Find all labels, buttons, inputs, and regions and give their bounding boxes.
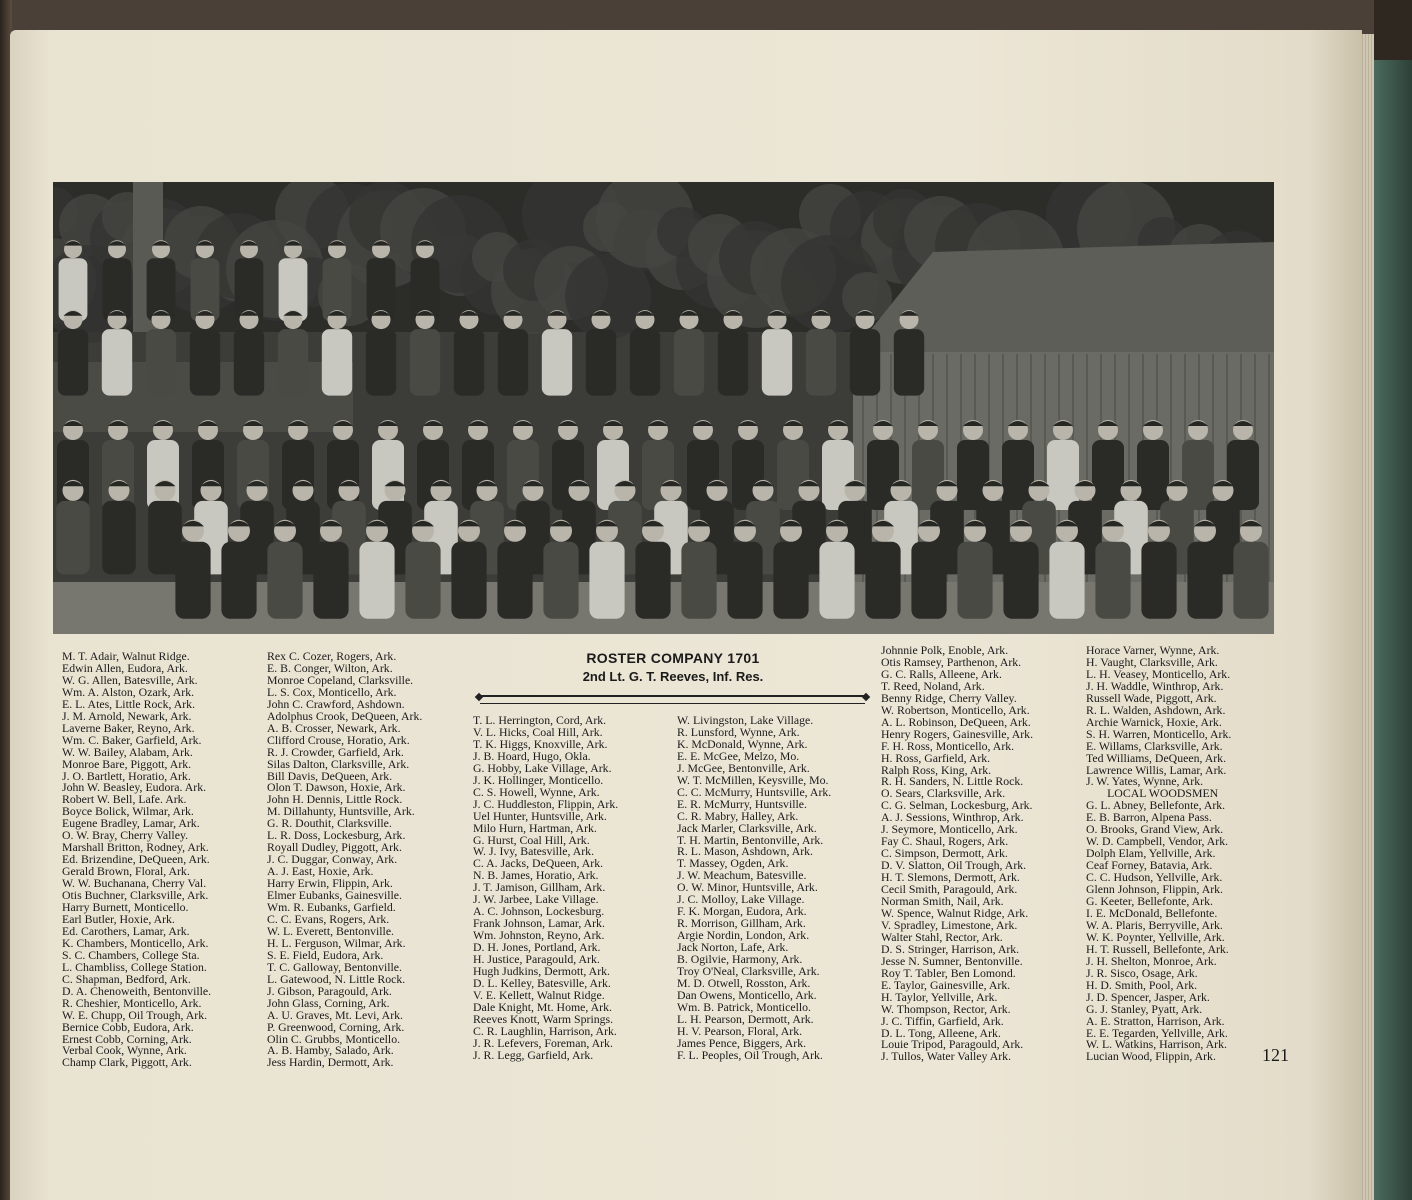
roster-entry: R. J. Crowder, Garfield, Ark. [267, 744, 404, 759]
roster-entry: Champ Clark, Piggott, Ark. [62, 1055, 192, 1070]
roster-entry: Glenn Johnson, Flippin, Ark. [1086, 882, 1223, 897]
roster-entry: T. K. Higgs, Knoxville, Ark. [473, 736, 608, 751]
roster-entry: G. L. Abney, Bellefonte, Ark. [1086, 798, 1226, 813]
roster-entry: Milo Hurn, Hartman, Ark. [473, 820, 597, 835]
roster-entry: Bernice Cobb, Eudora, Ark. [62, 1019, 194, 1034]
roster-entry: E. R. McMurry, Huntsville. [677, 796, 807, 811]
roster-entry: Ralph Ross, King, Ark. [881, 762, 992, 777]
roster-entry: O. Brooks, Grand View, Ark. [1086, 822, 1224, 837]
roster-entry: Adolphus Crook, DeQueen, Ark. [267, 708, 423, 723]
roster-entry: S. C. Chambers, College Sta. [62, 947, 200, 962]
roster-entry: O. W. Bray, Cherry Valley. [62, 828, 189, 843]
roster-entry: A. B. Crosser, Newark, Ark. [267, 720, 401, 735]
roster-column-6 [1086, 645, 1231, 1063]
roster-entry: L. Gatewood, N. Little Rock. [267, 971, 406, 986]
roster-entry: E. Willams, Clarksville, Ark. [1086, 738, 1223, 753]
roster-entry: Wm. C. Baker, Garfield, Ark. [62, 732, 202, 747]
roster-entry: C. C. Hudson, Yellville, Ark. [1086, 870, 1223, 885]
roster-entry: E. Taylor, Gainesville, Ark. [881, 977, 1011, 992]
roster-entry: Silas Dalton, Clarksville, Ark. [267, 756, 410, 771]
roster-entry: H. V. Pearson, Floral, Ark. [677, 1023, 803, 1038]
roster-entry: H. L. Ferguson, Wilmar, Ark. [267, 935, 406, 950]
roster-entry: Ed. Carothers, Lamar, Ark. [62, 923, 190, 938]
roster-entry: Walter Stahl, Rector, Ark. [881, 929, 1003, 944]
roster-entry: L. R. Doss, Lockesburg, Ark. [267, 828, 406, 843]
roster-entry: J. McGee, Bentonville, Ark. [677, 760, 810, 775]
roster-entry: James Pence, Biggers, Ark. [677, 1035, 807, 1050]
roster-entry: A. J. East, Hoxie, Ark. [267, 864, 374, 879]
roster-entry: G. C. Ralls, Alleene, Ark. [881, 666, 1002, 681]
roster-entry: Lucian Wood, Flippin, Ark. [1086, 1049, 1216, 1064]
roster-entry: T. C. Galloway, Bentonville. [267, 959, 402, 974]
roster-entry: B. Ogilvie, Harmony, Ark. [677, 952, 803, 967]
roster-entry: Marshall Britton, Rodney, Ark. [62, 840, 209, 855]
roster-entry: M. Dillahunty, Huntsville, Ark. [267, 804, 415, 819]
roster-entry: G. Keeter, Bellefonte, Ark. [1086, 894, 1213, 909]
roster-entry: Troy O'Neal, Clarksville, Ark. [677, 964, 820, 979]
group-photo [53, 182, 1274, 634]
roster-entry: Harry Erwin, Flippin, Ark. [267, 876, 393, 891]
roster-entry: Clifford Crouse, Horatio, Ark. [267, 732, 410, 747]
roster-entry: Dale Knight, Mt. Home, Ark. [473, 999, 612, 1014]
roster-entry: R. Lunsford, Wynne, Ark. [677, 724, 800, 739]
roster-entry: P. Greenwood, Corning, Ark. [267, 1019, 405, 1034]
roster-entry: E. E. McGee, Melzo, Mo. [677, 748, 800, 763]
roster-entry: T. Massey, Ogden, Ark. [677, 856, 789, 871]
roster-entry: R. L. Mason, Ashdown, Ark. [677, 844, 813, 859]
roster-entry: H. Justice, Paragould, Ark. [473, 952, 600, 967]
roster-entry: Dolph Elam, Yellville, Ark. [1086, 846, 1216, 861]
title-divider [480, 695, 865, 704]
roster-entry: Eugene Bradley, Lamar, Ark. [62, 816, 200, 831]
roster-entry: Ernest Cobb, Corning, Ark. [62, 1031, 192, 1046]
roster-entry: Boyce Bolick, Wilmar, Ark. [62, 804, 194, 819]
roster-entry: M. T. Adair, Walnut Ridge. [62, 649, 190, 663]
roster-column-2 [267, 651, 422, 1069]
roster-entry: J. W. Meachum, Batesville. [677, 868, 807, 883]
roster-entry: J. R. Lefevers, Foreman, Ark. [473, 1035, 613, 1050]
roster-entry: J. W. Yates, Wynne, Ark. [1086, 774, 1204, 789]
roster-entry: H. Taylor, Yellville, Ark. [881, 989, 998, 1004]
roster-entry: Cecil Smith, Paragould, Ark. [881, 882, 1018, 897]
roster-entry: Ted Williams, DeQueen, Ark. [1086, 750, 1227, 765]
roster-entry: W. L. Watkins, Harrison, Ark. [1086, 1037, 1227, 1052]
roster-entry: W. K. Poynter, Yellville, Ark. [1086, 929, 1225, 944]
roster-entry: Lawrence Willis, Lamar, Ark. [1086, 762, 1227, 777]
roster-entry: G. Hurst, Coal Hill, Ark. [473, 832, 590, 847]
roster-entry: Jess Hardin, Dermott, Ark. [267, 1055, 394, 1070]
roster-entry: D. L. Kelley, Batesville, Ark. [473, 975, 611, 990]
roster-entry: Jesse N. Sumner, Bentonville. [881, 953, 1023, 968]
roster-entry: G. Hobby, Lake Village, Ark. [473, 760, 612, 775]
roster-entry: W. Spence, Walnut Ridge, Ark. [881, 905, 1029, 920]
roster-entry: Edwin Allen, Eudora, Ark. [62, 660, 188, 675]
roster-entry: W. W. Buchanana, Cherry Val. [62, 876, 207, 891]
roster-entry: E. B. Barron, Alpena Pass. [1086, 810, 1212, 825]
roster-entry: John C. Crawford, Ashdown. [267, 696, 405, 711]
roster-entry: Hugh Judkins, Dermott, Ark. [473, 964, 610, 979]
roster-column-4 [677, 715, 831, 1062]
roster-entry: C. G. Selman, Lockesburg, Ark. [881, 798, 1033, 813]
roster-entry: Earl Butler, Hoxie, Ark. [62, 911, 175, 926]
roster-entry: Dan Owens, Monticello, Ark. [677, 987, 817, 1002]
roster-entry: A. U. Graves, Mt. Levi, Ark. [267, 1007, 403, 1022]
roster-entry: Robert W. Bell, Lafe. Ark. [62, 792, 187, 807]
roster-entry: S. E. Field, Eudora, Ark. [267, 947, 384, 962]
roster-entry: C. S. Howell, Wynne, Ark. [473, 784, 600, 799]
roster-entry: G. J. Stanley, Pyatt, Ark. [1086, 1001, 1203, 1016]
roster-entry: J. T. Jamison, Gillham, Ark. [473, 880, 606, 895]
roster-entry: H. Vaught, Clarksville, Ark. [1086, 654, 1218, 669]
roster-entry: Russell Wade, Piggott, Ark. [1086, 690, 1217, 705]
roster-entry: Henry Rogers, Gainesville, Ark. [881, 726, 1034, 741]
roster-entry: A. E. Stratton, Harrison, Ark. [1086, 1013, 1225, 1028]
roster-entry: H. Ross, Garfield, Ark. [881, 750, 991, 765]
roster-entry: Jack Marler, Clarksville, Ark. [677, 820, 817, 835]
roster-entry: Reeves Knott, Warm Springs. [473, 1011, 614, 1026]
roster-entry: C. A. Jacks, DeQueen, Ark. [473, 856, 604, 871]
roster-entry: Royall Dudley, Piggott, Ark. [267, 840, 402, 855]
roster-entry: D. V. Slatton, Oil Trough, Ark. [881, 858, 1027, 873]
roster-entry: John W. Beasley, Eudora. Ark. [62, 780, 207, 795]
roster-entry: D. A. Chenoweith, Bentonville. [62, 983, 212, 998]
roster-entry: N. B. James, Horatio, Ark. [473, 868, 599, 883]
roster-entry: L. Chambliss, College Station. [62, 959, 207, 974]
roster-entry: Jack Norton, Lafe, Ark. [677, 940, 789, 955]
book-cover [1374, 60, 1412, 1200]
roster-entry: J. C. Huddleston, Flippin, Ark. [473, 796, 619, 811]
roster-entry: E. E. Tegarden, Yellville, Ark. [1086, 1025, 1228, 1040]
roster-entry: W. Livingston, Lake Village. [677, 713, 814, 727]
roster-entry: C. Simpson, Dermott, Ark. [881, 846, 1008, 861]
roster-entry: A. L. Robinson, DeQueen, Ark. [881, 714, 1031, 729]
roster-entry: Laverne Baker, Reyno, Ark. [62, 720, 195, 735]
roster-entry: Uel Hunter, Huntsville, Ark. [473, 808, 607, 823]
roster-entry: J. C. Molloy, Lake Village. [677, 892, 805, 907]
roster-title: ROSTER COMPANY 1701 [586, 650, 760, 666]
roster-entry: T. L. Herrington, Cord, Ark. [473, 713, 607, 727]
roster-entry: Johnnie Polk, Enoble, Ark. [881, 643, 1009, 657]
page-number: 121 [1262, 1045, 1289, 1065]
roster-entry: D. S. Stringer, Harrison, Ark. [881, 941, 1020, 956]
roster-entry: E. B. Conger, Wilton, Ark. [267, 660, 393, 675]
roster-entry: J. R. Legg, Garfield, Ark. [473, 1047, 594, 1062]
roster-entry: S. H. Warren, Monticello, Ark. [1086, 726, 1232, 741]
roster-entry: E. L. Ates, Little Rock, Ark. [62, 696, 196, 711]
roster-entry: J. H. Shelton, Monroe, Ark. [1086, 953, 1217, 968]
roster-entry: Rex C. Cozer, Rogers, Ark. [267, 649, 397, 663]
roster-entry: D. L. Tong, Alleene, Ark. [881, 1025, 1001, 1040]
roster-entry: Louie Tripod, Paragould, Ark. [881, 1037, 1024, 1052]
roster-entry: Monroe Copeland, Clarksville. [267, 672, 414, 687]
section-subheading: LOCAL WOODSMEN [1107, 786, 1219, 801]
roster-entry: J. W. Jarbee, Lake Village. [473, 892, 599, 907]
roster-entry: Benny Ridge, Cherry Valley. [881, 690, 1017, 705]
roster-entry: C. C. McMurry, Huntsville, Ark. [677, 784, 832, 799]
roster-entry: Olin C. Grubbs, Monticello. [267, 1031, 401, 1046]
roster-entry: W. A. Plaris, Berryville, Ark. [1086, 917, 1223, 932]
roster-entry: J. O. Bartlett, Horatio, Ark. [62, 768, 191, 783]
roster-entry: Fay C. Shaul, Rogers, Ark. [881, 834, 1009, 849]
roster-entry: T. Reed, Noland, Ark. [881, 678, 985, 693]
roster-entry: A. J. Sessions, Winthrop, Ark. [881, 810, 1024, 825]
roster-entry: C. Shapman, Bedford, Ark. [62, 971, 191, 986]
roster-entry: V. E. Kellett, Walnut Ridge. [473, 987, 605, 1002]
roster-entry: J. K. Hollinger, Monticello. [473, 772, 604, 787]
roster-entry: Horace Varner, Wynne, Ark. [1086, 643, 1220, 657]
roster-entry: Norman Smith, Nail, Ark. [881, 894, 1004, 909]
book-cover-top [1374, 0, 1412, 60]
roster-entry: John H. Dennis, Little Rock. [267, 792, 403, 807]
roster-entry: W. Robertson, Monticello, Ark. [881, 702, 1030, 717]
roster-entry: Verbal Cook, Wynne, Ark. [62, 1043, 187, 1058]
roster-entry: Frank Johnson, Lamar, Ark. [473, 916, 605, 931]
roster-entry: H. T. Slemons, Dermott, Ark. [881, 870, 1020, 885]
roster-entry: Archie Warnick, Hoxie, Ark. [1086, 714, 1222, 729]
roster-entry: Argie Nordin, London, Ark. [677, 928, 810, 943]
roster-entry: Wm. A. Alston, Ozark, Ark. [62, 684, 195, 699]
roster-entry: Wm. B. Patrick, Monticello. [677, 999, 812, 1014]
roster-entry: W. Thompson, Rector, Ark. [881, 1001, 1011, 1016]
roster-entry: A. B. Hamby, Salado, Ark. [267, 1043, 394, 1058]
roster-entry: Harry Burnett, Monticello. [62, 900, 189, 915]
roster-subtitle: 2nd Lt. G. T. Reeves, Inf. Res. [582, 669, 764, 684]
roster-entry: F. L. Peoples, Oil Trough, Ark. [677, 1047, 823, 1062]
roster-entry: Bill Davis, DeQueen, Ark. [267, 768, 393, 783]
roster-entry: R. Morrison, Gillham, Ark. [677, 916, 806, 931]
roster-column-5 [881, 645, 1033, 1063]
roster-entry: W. L. Everett, Bentonville. [267, 923, 395, 938]
roster-column-3 [473, 715, 618, 1062]
roster-entry: T. H. Martin, Bentonville, Ark. [677, 832, 824, 847]
roster-entry: W. J. Ivy, Batesville, Ark. [473, 844, 595, 859]
roster-entry: R. L. Walden, Ashdown, Ark. [1086, 702, 1226, 717]
roster-entry: F. H. Ross, Monticello, Ark. [881, 738, 1015, 753]
roster-entry: J. Tullos, Water Valley Ark. [881, 1049, 1012, 1064]
roster-entry: W. T. McMillen, Keysville, Mo. [677, 772, 829, 787]
roster-entry: C. R. Laughlin, Harrison, Ark. [473, 1023, 617, 1038]
roster-entry: L. S. Cox, Monticello, Ark. [267, 684, 397, 699]
roster-entry: Ed. Brizendine, DeQueen, Ark. [62, 852, 210, 867]
roster-entry: O. W. Minor, Huntsville, Ark. [677, 880, 818, 895]
roster-entry: V. L. Hicks, Coal Hill, Ark. [473, 724, 603, 739]
roster-entry: J. R. Sisco, Osage, Ark. [1086, 965, 1198, 980]
roster-entry: D. H. Jones, Portland, Ark. [473, 940, 601, 955]
roster-entry: Wm. Johnston, Reyno, Ark. [473, 928, 605, 943]
roster-entry: Roy T. Tabler, Ben Lomond. [881, 965, 1016, 980]
roster-entry: H. D. Smith, Pool, Ark. [1086, 977, 1198, 992]
roster-entry: L. H. Pearson, Dermott, Ark. [677, 1011, 814, 1026]
roster-entry: Otis Buchner, Clarksville, Ark. [62, 888, 209, 903]
roster-entry: O. Sears, Clarksville, Ark. [881, 786, 1006, 801]
roster-entry: W. G. Allen, Batesville, Ark. [62, 672, 198, 687]
roster-entry: C. R. Mabry, Halley, Ark. [677, 808, 799, 823]
roster-entry: J. M. Arnold, Newark, Ark. [62, 708, 192, 723]
roster-entry: Monroe Bare, Piggott, Ark. [62, 756, 192, 771]
roster-entry: R. H. Sanders, N. Little Rock. [881, 774, 1024, 789]
roster-entry: K. Chambers, Monticello, Ark. [62, 935, 209, 950]
roster-entry: F. K. Morgan, Eudora, Ark. [677, 904, 807, 919]
roster-entry: V. Spradley, Limestone, Ark. [881, 917, 1018, 932]
roster-entry: H. T. Russell, Bellefonte, Ark. [1086, 941, 1229, 956]
roster-entry: Otis Ramsey, Parthenon, Ark. [881, 654, 1022, 669]
roster-entry: J. D. Spencer, Jasper, Ark. [1086, 989, 1210, 1004]
roster-entry: Wm. R. Eubanks, Garfield. [267, 900, 396, 915]
roster-entry: M. D. Otwell, Rosston, Ark. [677, 975, 811, 990]
roster-entry: Ceaf Forney, Batavia, Ark. [1086, 858, 1213, 873]
roster-entry: J. Gibson, Paragould, Ark. [267, 983, 392, 998]
group-photo-illustration [53, 182, 1274, 634]
roster-entry: J. B. Hoard, Hugo, Okla. [473, 748, 591, 763]
roster-entry: W. D. Campbell, Vendor, Ark. [1086, 834, 1229, 849]
roster-entry: L. H. Veasey, Monticello, Ark. [1086, 666, 1231, 681]
roster-entry: John Glass, Corning, Ark. [267, 995, 390, 1010]
page-edges [1360, 34, 1374, 1200]
roster-entry: Elmer Eubanks, Gainesville. [267, 888, 402, 903]
roster-entry: J. C. Duggar, Conway, Ark. [267, 852, 398, 867]
roster-column-1 [62, 651, 211, 1069]
roster-entry: C. C. Evans, Rogers, Ark. [267, 911, 390, 926]
roster-entry: I. E. McDonald, Bellefonte. [1086, 905, 1218, 920]
roster-entry: K. McDonald, Wynne, Ark. [677, 736, 808, 751]
roster-entry: J. C. Tiffin, Garfield, Ark. [881, 1013, 1004, 1028]
roster-entry: W. W. Bailey, Alabam, Ark. [62, 744, 193, 759]
roster-entry: Olon T. Dawson, Hoxie, Ark. [267, 780, 406, 795]
roster-entry: G. R. Douthit, Clarksville. [267, 816, 392, 831]
roster-entry: A. C. Johnson, Lockesburg. [473, 904, 605, 919]
roster-entry: W. E. Chupp, Oil Trough, Ark. [62, 1007, 208, 1022]
roster-entry: J. H. Waddle, Winthrop, Ark. [1086, 678, 1224, 693]
roster-entry: Gerald Brown, Floral, Ark. [62, 864, 190, 879]
roster-entry: R. Cheshier, Monticello, Ark. [62, 995, 202, 1010]
roster-entry: J. Seymore, Monticello, Ark. [881, 822, 1018, 837]
